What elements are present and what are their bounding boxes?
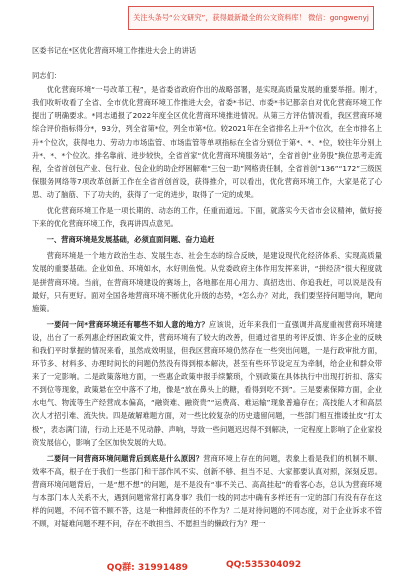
section-heading-1: 一、营商环境是发展基础，必须直面问题、奋力追赶: [46, 235, 215, 245]
subsection-2-heading: 二要问一问营商环境问题背后到底是什么原因？: [46, 453, 204, 463]
contact-footer: [0, 560, 408, 576]
document-title: 区委书记在*区优化营商环境工作推进大会上的讲话: [32, 46, 197, 55]
subsection-2: [32, 452, 382, 531]
paragraph-1: 优化营商环境“一号改革工程”，是省委省政府作出的战略部署，是实现高质量发展的重要举措。刚才，我们收听收看了全省、全市优化营商环境工作推进大会，省委*书记、市委*书记都亲自对优化营商环境工作提出了明确要求。*同志通报了2022年度全区优化营商环境推进情况。从第三方评估情况看，我区营商环境综合评价指标得分*，93分，列全省第*位，列全市第*位。较2021年在全省排名上升*个位次，在全市排名上升*个位次，获得电力、劳动力市场监管、市场监管等单项指标在全省分别位于第*、*、*位，较往年分别上升*、*、*个位次。排名靠前、进步较快，全省首家“优化营商环境服务站”，全省首创“业务股”换位思考走流程，全省首创包产业、包行业、包企业的助企纾困解难“三包一助”网格责任制，全省首创“136”“172”三级医保服务网络等7项改革创新工作在全省首创首设，获得推介，可以看出，优化营商环境工作，大家是花了心思、动了脑筋、下了功夫的，获得了一定的进步，取得了一定的成果。: [32, 85, 382, 199]
paragraph-2: 优化营商环境工作是一项长期的、动态的工作，任重而道远。下面，就落实今天省市会议精神，做好接下来的优化营商环境工作，我再讲四点意见。: [32, 206, 382, 229]
subsection-1-heading: 一要问一问*营商环境还有哪些不如人意的地方？: [46, 319, 209, 329]
subsection-1-body: 应该说，近年来我们一直强调并高度重视营商环境建设，出台了一系列惠企纾困政策文件，营商环境有了较大的改善，但通过省里的考评反馈、许多企业的反映和我们平时掌握的情况来看，虽然成效明显，但我区营商环境仍然存在一些突出问题，一是行政审批方面，环节多、材料多、办理时间长的问题仍然没有得到根本解决，甚至有些环节设定互为牵制，给企业和群众带来了一定影响。二是政策落地方面，一些惠企政策申报手续繁琐，个别政策在具体执行中出现打折扣、落实不到位等现象，政策悬在空中落不了地，像是“放在鼻头上的糖，看得到吃不到”。三是要素保障方面，企业水电气、物流等生产经营成本偏高，“融资难、融资贵”“运费高、难运输”现象普遍存在；高技能人才和高层次人才招引难、流失快。四是破解难题方面，对一些比较复杂的历史遗留问题，一些部门相互推诿扯皮“打太极”，表态满门清，行动上还是不见动静、声响，导致一些问题迟迟得不到解决，一定程度上影响了企业家投资发展信心，影响了全区加快发展的大局。: [32, 319, 382, 447]
section-1-body: 营商环境是一个地方政治生态、发展生态、社会生态的综合反映，是建设现代化经济体系、实现高质量发展的重要基础。企业如鱼、环境如水，水好则鱼悦。从党委政府主体作用发挥来讲，“拼经济”很大程度就是拼营商环境。当前，在营商环境建设的赛场上，各地都在用心用力、真招迭出、你追我赶，可以说是没有最好，只有更好。面对全国各地营商环境不断优化升级的态势，*怎么办？对此，我们要坚持问题导向，靶向施策。: [32, 251, 382, 313]
salutation: 同志们：: [32, 71, 62, 81]
promo-banner[interactable]: 关注头条号“公文研究”，获得最新最全的公文资料库！ 微信：gongwenyj: [128, 6, 374, 30]
document-body: [32, 44, 382, 549]
qq-text: QQ:535304092: [225, 560, 302, 570]
subsection-2-body: 营商环境上存在的问题，表象上看是我们的机制不顺、效率不高，根子在于我们一些部门和干部作风不实、创新不够、担当不足、大家都要认真对照，深刻反思。营商环境问题背后，一是“想不想”的问题，是不是没有“事不关己、高高挂起”的看客心态，总认为营商环境与本部门本人关系不大，遇到问题常常打离身事？我们一线的同志中确有多样还有一定的部门有没有存在这样的问题，不问不管不顾不答，这是一种推卸责任的不作为？二是对待问题的不同态度，对于企业诉求不管不顾，对疑难问题不理不问，存在不敢担当、不愿担当的懒政行为？理一: [32, 453, 382, 529]
subsection-1: [32, 318, 382, 449]
qq-group-text: QQ群: 31991489: [106, 563, 188, 573]
